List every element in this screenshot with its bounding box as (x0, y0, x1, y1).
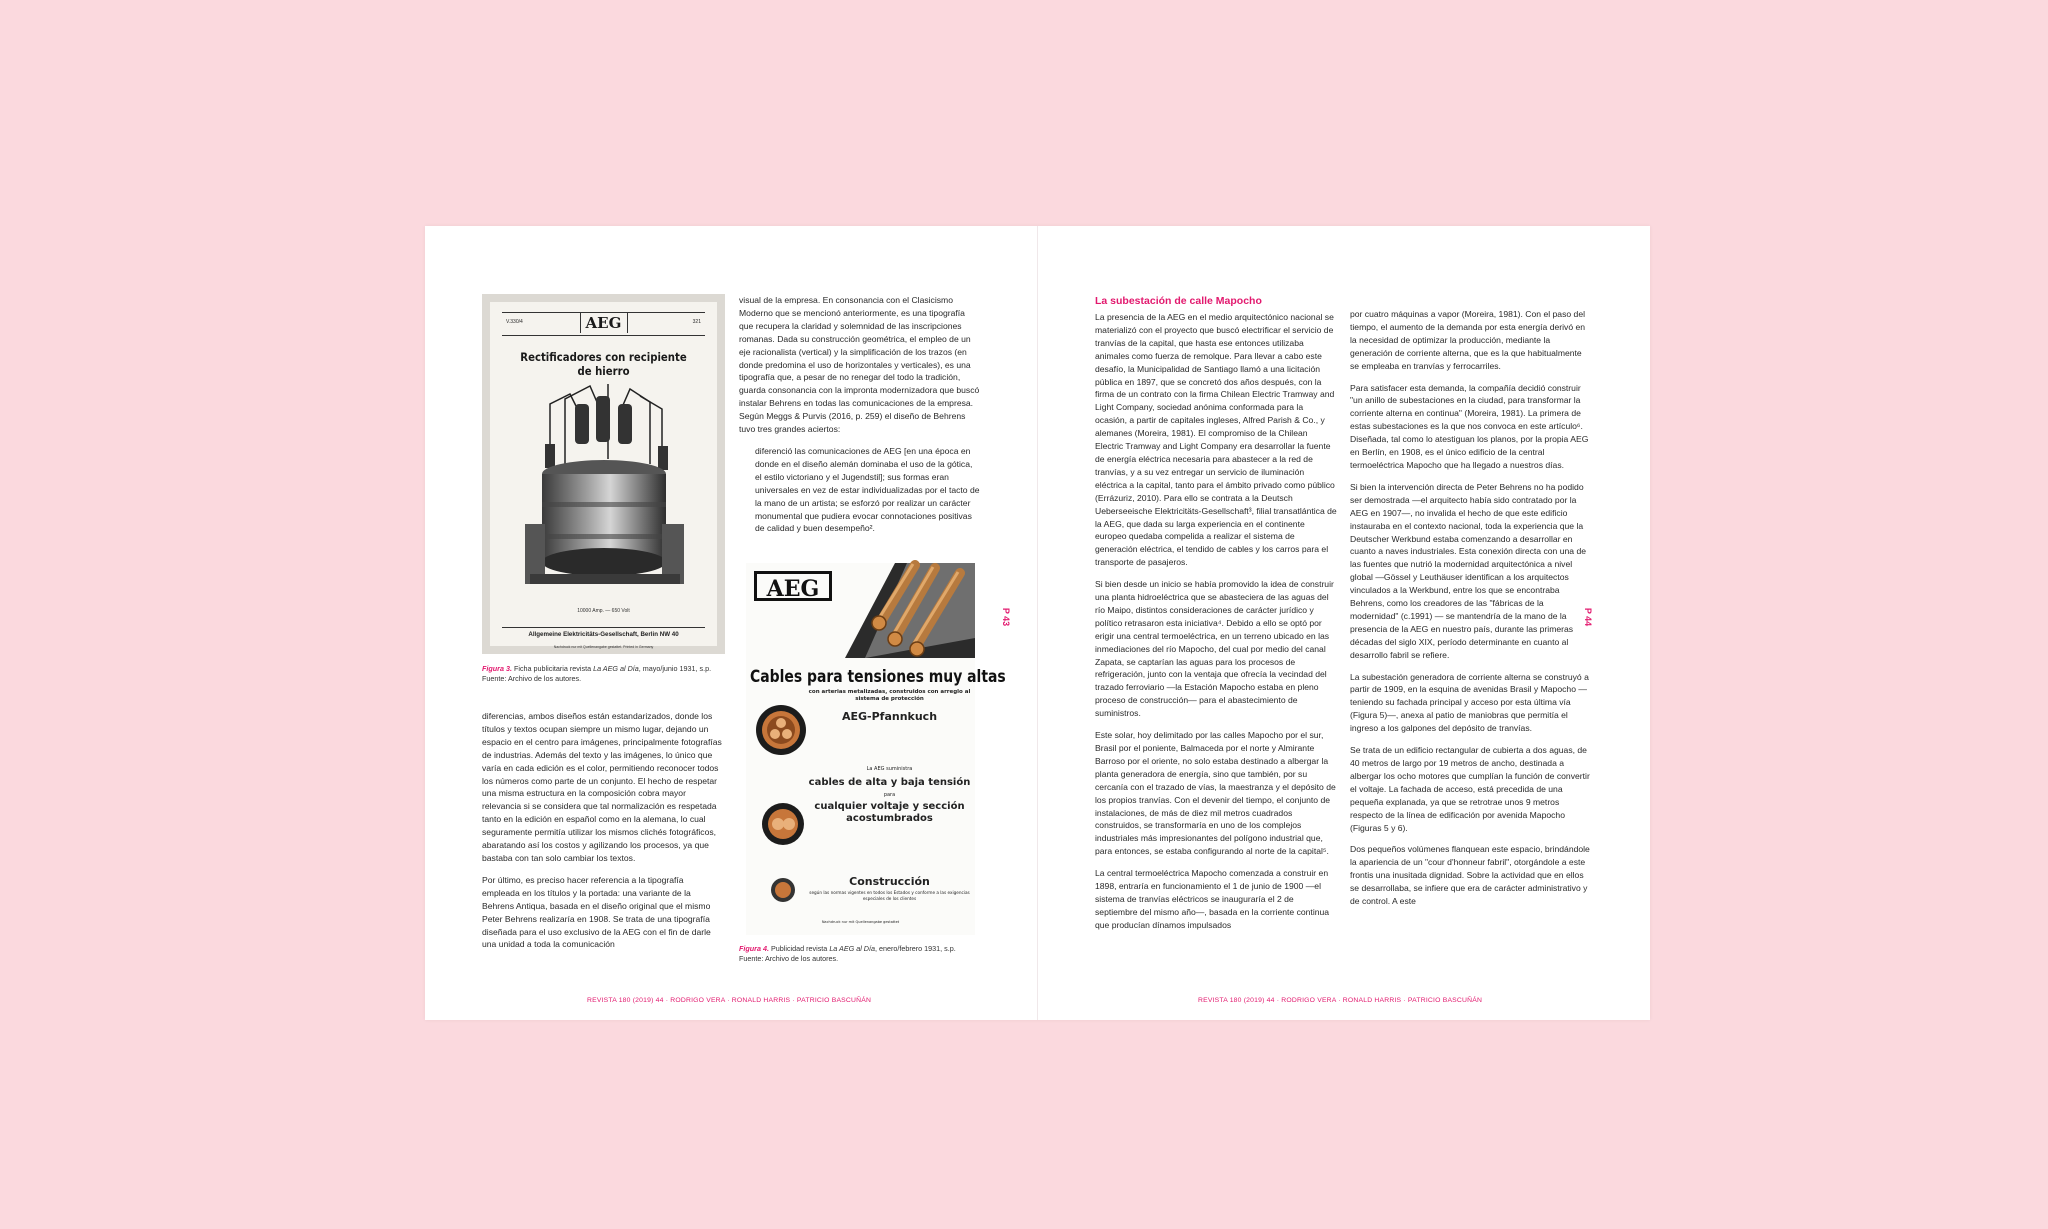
ad-top-bar (502, 312, 705, 336)
ad-supply: La AEG suministra (866, 766, 913, 772)
cable-cross-section-2 (760, 801, 806, 847)
ad-spec: 10000 Amp. — 650 Volt (577, 608, 630, 614)
left-column-1 (482, 710, 722, 960)
paragraph: La central termoeléctrica Mapocho comenzada a construir en 1898, entraría en funcionamiento el 1 de junio de 1900 —el sistema de tranvías eléctricos se inauguraría el 2 de septiembre del mismo año—, basada en la corriente continua que producían dínamos impulsados (1095, 868, 1330, 930)
ad-top-left: V.330/4 (506, 319, 523, 325)
figure-3-caption (482, 664, 725, 684)
figure-4-caption (739, 944, 989, 964)
figure-4-image (746, 563, 1006, 935)
caption-post: , enero/febrero 1931, s.p. (875, 944, 956, 953)
paragraph: Se trata de un edificio rectangular de cubierta a dos aguas, de 40 metros de largo por 19 metros de ancho, destinada a albergar los ocho motores que cumplían la función de convertir el voltaje. La fachada de acceso, está precedida de una pequeña explanada, ya que se retrotrae unos 9 metros respecto de la línea de edificación por avenida Mapocho (Figuras 5 y 6). (1350, 745, 1590, 833)
section-title: La subestación de calle Mapocho (1095, 295, 1262, 307)
cable-cross-section-1 (754, 703, 808, 757)
page-number: P 44 (1583, 607, 1594, 627)
left-page (425, 226, 1037, 1020)
paragraph: Dos pequeños volúmenes flanquean este espacio, brindándole la apariencia de un "cour d'honneur fabril", otorgándole a este frontis una inusitada dignidad. Sobre la actividad que en ellos se desarrollaba, se infiere que era de carácter administrativo y de control. A este (1350, 844, 1590, 907)
paragraph: Para satisfacer esta demanda, la compañía decidió construir "un anillo de subestaciones en la ciudad, para transformar la corriente alterna en continua" (Moreira, 1981). La primera de estas subestaciones es la que nos convoca en este artículo⁶. Diseñada, tal como lo atestiguan los planos, por la propia AEG en Berlín, en 1908, es el único edificio de la central termoeléctrica Mapocho que ha llegado a nuestros días. (1350, 382, 1589, 470)
ad-headline: Cables para tensiones muy altas (750, 667, 1006, 687)
caption-label: Figura 3. (482, 664, 512, 673)
paragraph: Por último, es preciso hacer referencia a la tipografía empleada en los títulos y la portada: una variante de la Behrens Antiqua, basada en el diseño original que el mismo Peter Behrens realizaría en 1908. Se trata de una tipografía diseñada para el uso exclusivo de la AEG con el fin de darle una unidad a toda la comunicación (482, 874, 711, 950)
paragraph: La presencia de la AEG en el medio arquitectónico nacional se materializó con el proyecto que buscó electrificar el servicio de tranvías de la capital, que hasta ese entonces utilizaba animales como fuerza de remolque. Para llevar a cabo este desafío, la Municipalidad de Santiago llamó a una licitación pública en 1897, que se concretó dos años después, con la firma de un contrato con la firma Chilean Electric Tramway and Light Company, sociedad anónima conformada para la ocasión, a partir de capitales ingleses, Alfred Parish & Co., y alemanes (Moreira, 1981). El compromiso de la Chilean Electric Tramway and Light Company era desarrollar la fuente de energía eléctrica necesaria para abastecer a la red de tranvías, y a su vez entregar un servicio de iluminación eléctrica a la capital, tanto para el ámbito privado como público (Errázuriz, 2010). Para ello se contrata a la Deutsch Ueberseeische Elektricitäts-Gesellschaft³, filial transatlántica de la AEG, que dada su larga experiencia en el continente europeo quedaba compelida a realizar el sistema de generación eléctrica, el tendido de cables y los carros para el transporte de pasajeros. (1095, 312, 1337, 568)
ad-headline: Rectificadores con recipiente de hierro (520, 350, 687, 378)
caption-post: , mayo/junio 1931, s.p. (638, 664, 712, 673)
cable-illustration (835, 563, 975, 658)
ad-construccion: Construcción (849, 875, 930, 888)
ad-fineprint: Nachdruck nur mit Quellenangabe gestattet (821, 920, 900, 924)
caption-title: La AEG al Día (593, 664, 639, 673)
figure-3-image (482, 294, 725, 654)
right-page (1038, 226, 1650, 1020)
magazine-spread (425, 226, 1650, 1020)
cable-cross-section-3 (768, 875, 798, 905)
paragraph: Si bien la intervención directa de Peter Behrens no ha podido ser demostrada —el arquitecto había sido contratado por la AEG en 1907—, no invalida el hecho de que este edificio instauraba en el contexto nacional, toda la experiencia que la Deutscher Werkbund estaba comenzando a desarrollar en cuanto a naves industriales. Esta conexión directa con una de las fuentes que nutrió la modernidad arquitectónica a nivel global —Gössel y Leuthäuser identifican a los arquitectos vinculados a la Werkbund, entre los que se encontraba Behrens, como los creadores de las "fábricas de la modernidad" (c.1991) — se mantendría de la mano de la presencia de la AEG en nuestro país, durante las primeras décadas del siglo XIX, período determinante en cuanto al desarrollo fabril se refiere. (1350, 481, 1587, 660)
paragraph: Este solar, hoy delimitado por las calles Mapocho por el sur, Brasil por el poniente, Balmaceda por el norte y Almirante Barroso por el oriente, no solo estaba destinado a albergar la planta generadora de energía, sino que también, por su cercanía con el trazado de vías, la maestranza y el depósito de los propios tranvías. Con el devenir del tiempo, el conjunto de instalaciones, de más de diez mil metros cuadrados construidos, se transformaría en uno de los complejos industriales más impresionantes del polígono industrial que, para entonces, se estaba configurando al norte de la capital⁵. (1095, 730, 1336, 857)
paragraph: visual de la empresa. En consonancia con el Clasicismo Moderno que se mencionó anteriormente, es una tipografía que recupera la claridad y solemnidad de las inscripciones romanas. Dada su construcción geométrica, el empleo de un eje racionalista (vertical) y la simplificación de los trazos (en donde predomina el uso de horizontales y verticales), es una tipografía que, a pesar de no renegar del todo la tradición, guarda consonancia con la impronta modernizadora que buscó instalar Behrens en todas las comunicaciones de la empresa. Según Meggs & Purvis (2016, p. 259) el diseño de Behrens tuvo tres grandes aciertos: (739, 295, 980, 435)
ad-construccion-note: según las normas vigentes en todos los Estados y conforme a las exigencias especiales de los clientes (809, 890, 970, 901)
right-column-1 (1095, 294, 1337, 941)
page-footer: REVISTA 180 (2019) 44 · RODRIGO VERA · RONALD HARRIS · PATRICIO BASCUÑÁN (587, 997, 872, 1004)
aeg-logo: AEG (580, 313, 628, 333)
ad-brand: AEG-Pfannkuch (841, 710, 938, 723)
paragraph: La subestación generadora de corriente alterna se construyó a partir de 1909, en la esquina de avenidas Brasil y Mapocho —teniendo su fachada principal y acceso por esta última vía (Figura 5)—, anexa al patio de maniobras que permitía el ingreso a los galpones del depósito de tranvías. (1350, 671, 1589, 734)
caption-pre: Ficha publicitaria revista (513, 664, 592, 673)
paragraph: diferencias, ambos diseños están estandarizados, donde los títulos y textos ocupan siempre un mismo lugar, dejando un espacio en el centro para imágenes, principalmente fotografías de industrias. Además del texto y las imágenes, lo único que varía en cada edición es el color, permitiendo reconocer todos los números como parte de un conjunto. El hecho de respetar una misma estructura en la composición cobra mayor relevancia si se considera que tal normalización es respetada tanto en la edición en español como en la alemana, lo cual seguramente permitía utilizar los mismos clichés fotográficos, abaratando así los costos y agilizando los procesos, ya que bastaba con tan solo cambiar los textos. (482, 711, 722, 863)
page-footer: REVISTA 180 (2019) 44 · RODRIGO VERA · RONALD HARRIS · PATRICIO BASCUÑÁN (1198, 997, 1483, 1004)
ad-fineprint: Nachdruck nur mit Quellenangabe gestattet. Printed in Germany (553, 645, 654, 649)
aeg-logo: AEG (754, 571, 832, 601)
ad-para: para (883, 792, 896, 798)
ad-frame (490, 302, 717, 649)
caption-title: La AEG al Día (829, 944, 875, 953)
rectifier-illustration (490, 374, 717, 604)
caption-source: Fuente: Archivo de los autores. (482, 674, 582, 683)
caption-label: Figura 4. (739, 944, 769, 953)
caption-source: Fuente: Archivo de los autores. (739, 954, 839, 963)
ad-line-2: cualquier voltaje y sección acostumbrados (814, 801, 965, 824)
left-column-2 (739, 294, 980, 544)
caption-pre: Publicidad revista (770, 944, 828, 953)
ad-top-right: 321 (692, 319, 701, 325)
page-number: P 43 (1001, 607, 1012, 627)
ad-line-1: cables de alta y baja tensión (808, 777, 971, 788)
paragraph: por cuatro máquinas a vapor (Moreira, 1981). Con el paso del tiempo, el aumento de la demanda por esta energía derivó en la necesidad de optimizar la producción, mediante la generación de corriente alterna, que es la que habitualmente se empleaba en tranvías y ferrocarriles. (1350, 309, 1586, 371)
ad-company: Allgemeine Elektricitäts-Gesellschaft, Berlin NW 40 (502, 627, 705, 642)
ad-subtitle: con arterias metalizadas, construidos con arreglo al sistema de protección (808, 689, 971, 702)
right-column-2 (1350, 308, 1592, 917)
block-quote: diferenció las comunicaciones de AEG [en una época en donde en el diseño alemán dominaba el uso de la gótica, el estilo victoriano y el Jugendstil]; sus formas eran universales en vez de estar individualizadas por el tacto de la mano de un artista; se esforzó por realizar un carácter monumental que pudiera evocar connotaciones positivas de calidad y buen desempeño². (755, 445, 980, 534)
paragraph: Si bien desde un inicio se había promovido la idea de construir una planta hidroeléctrica que se abasteciera de las aguas del río Maipo, distintos consideraciones de carácter jurídico y político retrasaron esta iniciativa⁴. Debido a ello se optó por erigir una central termoeléctrica, en un terreno ubicado en las inmediaciones del río Mapocho, del cual por medio del canal Zapata, se captarían las aguas para los procesos de refrigeración, junto con la ventaja que ofrecía la vecindad del trazado ferroviario —la Estación Mapocho estaba en pleno proceso de construcción— para el abastecimiento de suministros. (1095, 579, 1334, 719)
